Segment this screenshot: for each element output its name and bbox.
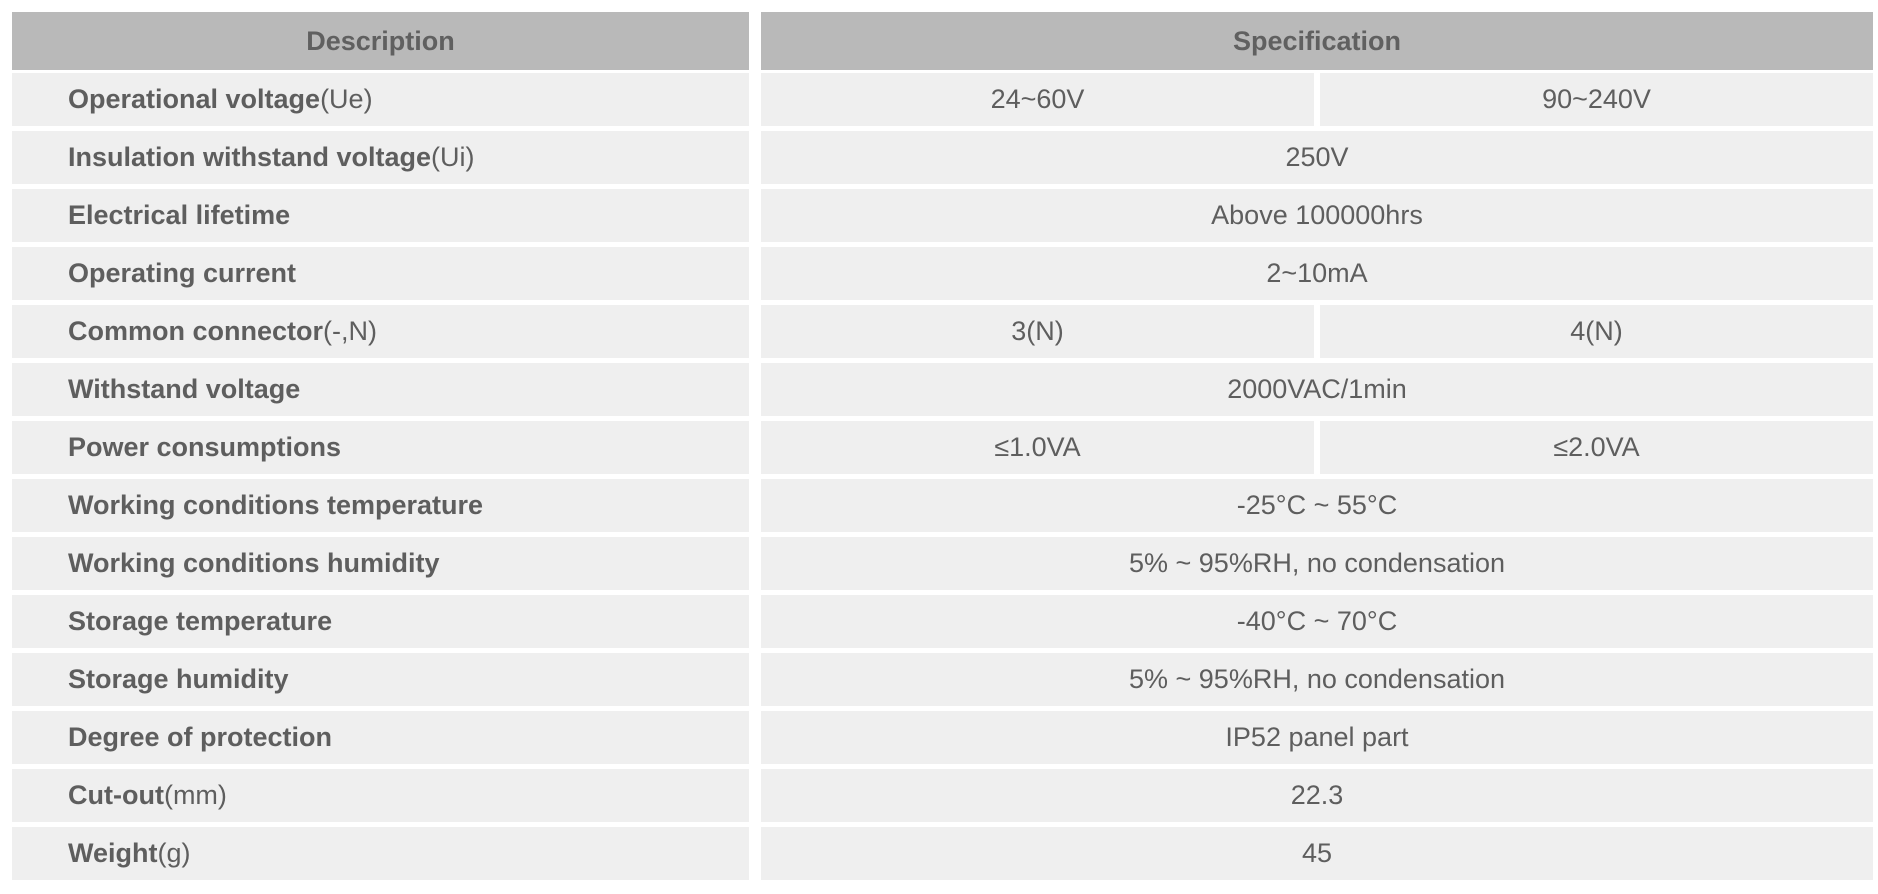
table-row: [12, 653, 1873, 711]
row-label: Operating current: [68, 258, 297, 288]
table-row: [12, 73, 1873, 131]
spec-value: -40°C ~ 70°C: [761, 595, 1873, 648]
row-label-unit: (-,N): [323, 316, 377, 346]
row-label: Common connector: [68, 316, 324, 346]
table-row: [12, 189, 1873, 247]
spec-value: 3(N): [761, 305, 1314, 358]
table-row: [12, 595, 1873, 653]
row-label: Withstand voltage: [68, 374, 301, 404]
header-description: Description: [12, 12, 749, 70]
table-row: [12, 537, 1873, 595]
table-row: [12, 769, 1873, 827]
spec-value: 24~60V: [761, 73, 1314, 126]
row-label: Cut-out: [68, 780, 164, 810]
spec-value: Above 100000hrs: [761, 189, 1873, 242]
row-label-unit: (g): [157, 838, 191, 868]
header-specification: Specification: [761, 12, 1873, 70]
spec-value: ≤2.0VA: [1320, 421, 1873, 474]
row-label: Operational voltage: [68, 84, 321, 114]
spec-table: [12, 12, 1873, 885]
spec-value: 45: [761, 827, 1873, 880]
row-label: Electrical lifetime: [68, 200, 291, 230]
row-description: [12, 711, 749, 764]
row-description: [12, 189, 749, 242]
row-description: [12, 247, 749, 300]
table-row: [12, 247, 1873, 305]
row-specification: [761, 247, 1873, 305]
table-row: [12, 479, 1873, 537]
table-row: [12, 827, 1873, 885]
row-specification: [761, 827, 1873, 885]
row-label: Working conditions temperature: [68, 490, 484, 520]
spec-value: -25°C ~ 55°C: [761, 479, 1873, 532]
spec-value: 5% ~ 95%RH, no condensation: [761, 653, 1873, 706]
row-label: Storage temperature: [68, 606, 333, 636]
spec-value: 2000VAC/1min: [761, 363, 1873, 416]
table-body: [12, 73, 1873, 885]
table-row: [12, 305, 1873, 363]
spec-value: ≤1.0VA: [761, 421, 1314, 474]
row-description: [12, 827, 749, 880]
row-specification: [761, 305, 1873, 363]
table-row: [12, 711, 1873, 769]
row-specification: [761, 537, 1873, 595]
table-row: [12, 131, 1873, 189]
spec-value: 22.3: [761, 769, 1873, 822]
row-label: Working conditions humidity: [68, 548, 440, 578]
spec-value: 4(N): [1320, 305, 1873, 358]
row-specification: [761, 769, 1873, 827]
row-label: Storage humidity: [68, 664, 289, 694]
row-label: Weight: [68, 838, 158, 868]
row-label-unit: (Ui): [431, 142, 475, 172]
table-row: [12, 363, 1873, 421]
row-specification: [761, 479, 1873, 537]
row-label: Degree of protection: [68, 722, 333, 752]
row-description: [12, 595, 749, 648]
row-specification: [761, 711, 1873, 769]
spec-value: IP52 panel part: [761, 711, 1873, 764]
row-description: [12, 479, 749, 532]
row-specification: [761, 131, 1873, 189]
row-description: [12, 131, 749, 184]
row-label: Power consumptions: [68, 432, 342, 462]
row-description: [12, 769, 749, 822]
row-specification: [761, 653, 1873, 711]
row-label-unit: (mm): [163, 780, 227, 810]
spec-value: 250V: [761, 131, 1873, 184]
row-specification: [761, 73, 1873, 131]
row-description: [12, 421, 749, 474]
spec-value: 5% ~ 95%RH, no condensation: [761, 537, 1873, 590]
row-description: [12, 537, 749, 590]
row-specification: [761, 421, 1873, 479]
row-description: [12, 363, 749, 416]
row-label-unit: (Ue): [320, 84, 373, 114]
spec-value: 90~240V: [1320, 73, 1873, 126]
row-specification: [761, 363, 1873, 421]
table-header-row: [12, 12, 1873, 73]
spec-value: 2~10mA: [761, 247, 1873, 300]
row-description: [12, 653, 749, 706]
row-specification: [761, 595, 1873, 653]
row-description: [12, 73, 749, 126]
row-label: Insulation withstand voltage: [68, 142, 432, 172]
table-row: [12, 421, 1873, 479]
row-specification: [761, 189, 1873, 247]
row-description: [12, 305, 749, 358]
